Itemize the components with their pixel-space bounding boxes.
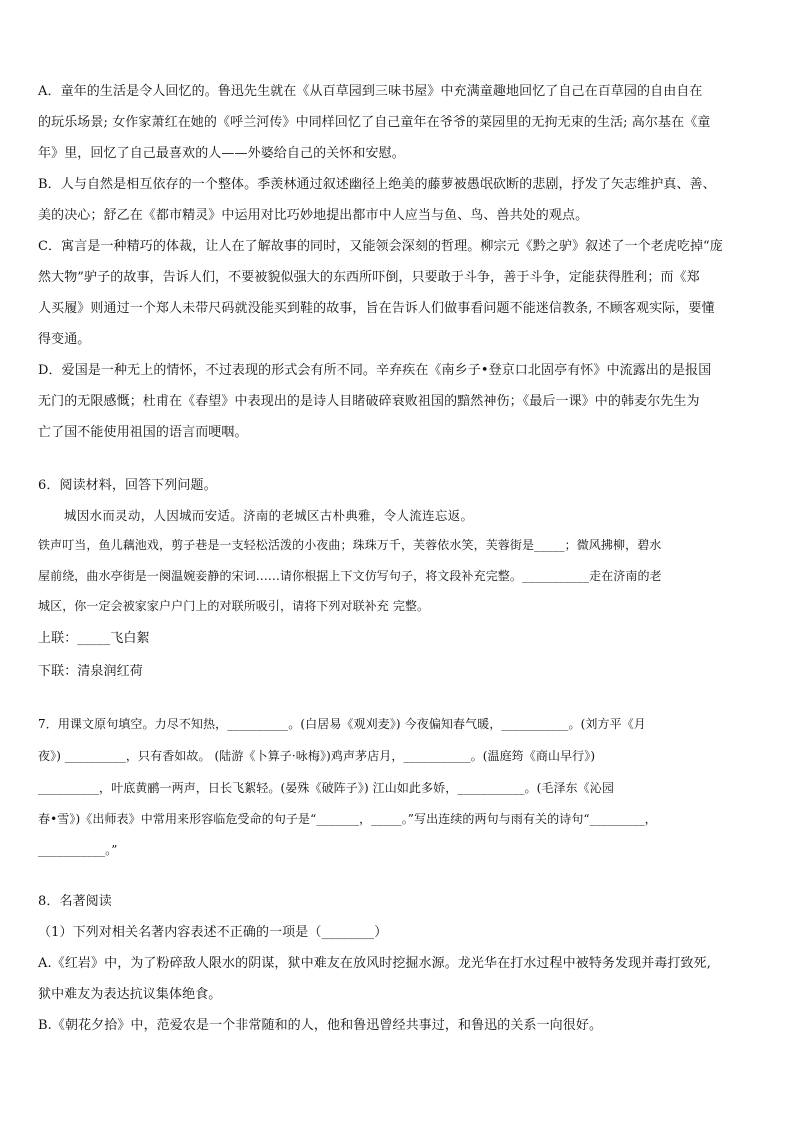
q5-option-c-line-4: 得变通。 bbox=[38, 332, 91, 347]
q5-option-c-line-1: C．寓言是一种精巧的体裁，让人在了解故事的同时，又能领会深刻的哲理。柳宗元《黔之驴》叙述了一个老虎吃掉“庞 bbox=[38, 239, 723, 254]
q7-line-2: 夜》) __________，只有香如故。 (陆游《卜算子·咏梅》)鸡声茅店月，___________。(温庭筠《商山早行》) bbox=[38, 749, 596, 763]
q5-option-a-line-2: 的玩乐场景; 女作家萧红在她的《呼兰河传》中同样回忆了自己童年在爷爷的菜园里的无拘无束的生活; 高尔基在《童 bbox=[38, 115, 711, 130]
q5-option-d-line-2: 无门的无限感慨；杜甫在《春望》中表现出的是诗人目睹破碎衰败祖国的黯然神伤；《最后一课》中的韩麦尔先生为 bbox=[38, 394, 700, 409]
q5-option-d-line-3: 亡了国不能使用祖国的语言而哽咽。 bbox=[38, 425, 248, 440]
q5-option-d-line-1: D．爱国是一种无上的情怀，不过表现的形式会有所不同。辛弃疾在《南乡子•登京口北固亭有怀》中流露出的是报国 bbox=[38, 363, 712, 378]
q8-option-a-line-1: A.《红岩》中，为了粉碎敌人限水的阴谋，狱中难友在放风时挖掘水源。龙光华在打水过程中被特务发现并毒打致死, bbox=[38, 956, 711, 971]
q8-title: 8．名著阅读 bbox=[38, 894, 112, 909]
q6-line-3: 城区，你一定会被家家户户门上的对联所吸引，请将下列对联补充 完整。 bbox=[38, 599, 430, 613]
q5-option-a-line-3: 年》里，回忆了自己最喜欢的人——外婆给自己的关怀和安慰。 bbox=[38, 146, 405, 161]
q6-couplet-upper: 上联：_____飞白絮 bbox=[38, 631, 150, 646]
q5-option-c-line-2: 然大物”驴子的故事，告诉人们，不要被貌似强大的东西所吓倒，只要敢于斗争，善于斗争，定能获得胜利；而《郑 bbox=[38, 270, 700, 285]
q6-passage: 城因水而灵动，人因城而安适。济南的老城区古朴典雅，令人流连忘返。 bbox=[64, 508, 474, 523]
q7-line-3: __________，叶底黄鹂一两声，日长飞絮轻。(晏殊《破阵子》) 江山如此多娇，___________。(毛泽东《沁园 bbox=[38, 781, 614, 795]
q7-line-1: 7．用课文原句填空。力尽不知热，__________。(白居易《观刈麦》) 今夜偏知春气暖，___________。(刘方平《月 bbox=[38, 717, 646, 731]
q6-title: 6．阅读材料，回答下列问题。 bbox=[38, 478, 217, 493]
q8-sub-question: （1）下列对相关名著内容表述不正确的一项是（________） bbox=[38, 925, 388, 940]
q5-option-b-line-2: 美的决心；舒乙在《都市精灵》中运用对比巧妙地提出都市中人应当与鱼、鸟、兽共处的观点。 bbox=[38, 208, 589, 223]
q6-line-1: 铁声叮当，鱼儿藕池戏，剪子巷是一支轻松活泼的小夜曲；珠珠万千，芙蓉依水笑，芙蓉街是_____；微风拂柳，碧水 bbox=[38, 538, 662, 552]
q5-option-b-line-1: B．人与自然是相互依存的一个整体。季羡林通过叙述幽径上绝美的藤萝被愚氓砍断的悲剧，抒发了矢志维护真、善、 bbox=[38, 177, 716, 192]
q7-line-5: ___________。” bbox=[38, 843, 118, 857]
q6-line-2: 屋前绕，曲水亭街是一阕温婉妾静的宋词……请你根据上下文仿写句子，将文段补充完整。___________走在济南的老 bbox=[38, 569, 662, 583]
q7-line-4: 春•雪》)《出师表》中常用来形容临危受命的句子是“_______，_____。”写出连续的两句与雨有关的诗句“_________， bbox=[38, 812, 657, 826]
q5-option-c-line-3: 人买履》则通过一个郑人未带尺码就没能买到鞋的故事，旨在告诉人们做事看问题不能迷信教条, 不顾客观实际，要懂 bbox=[38, 301, 715, 316]
q6-couplet-lower: 下联：清泉润红荷 bbox=[38, 664, 143, 679]
q5-option-a-line-1: A．童年的生活是令人回忆的。鲁迅先生就在《从百草园到三味书屋》中充满童趣地回忆了自己在百草园的自由自在 bbox=[38, 84, 703, 99]
q8-option-a-line-2: 狱中难友为表达抗议集体绝食。 bbox=[38, 987, 222, 1002]
q8-option-b-line-1: B.《朝花夕拾》中，范爱农是一个非常随和的人，他和鲁迅曾经共事过，和鲁迅的关系一向很好。 bbox=[38, 1018, 603, 1033]
